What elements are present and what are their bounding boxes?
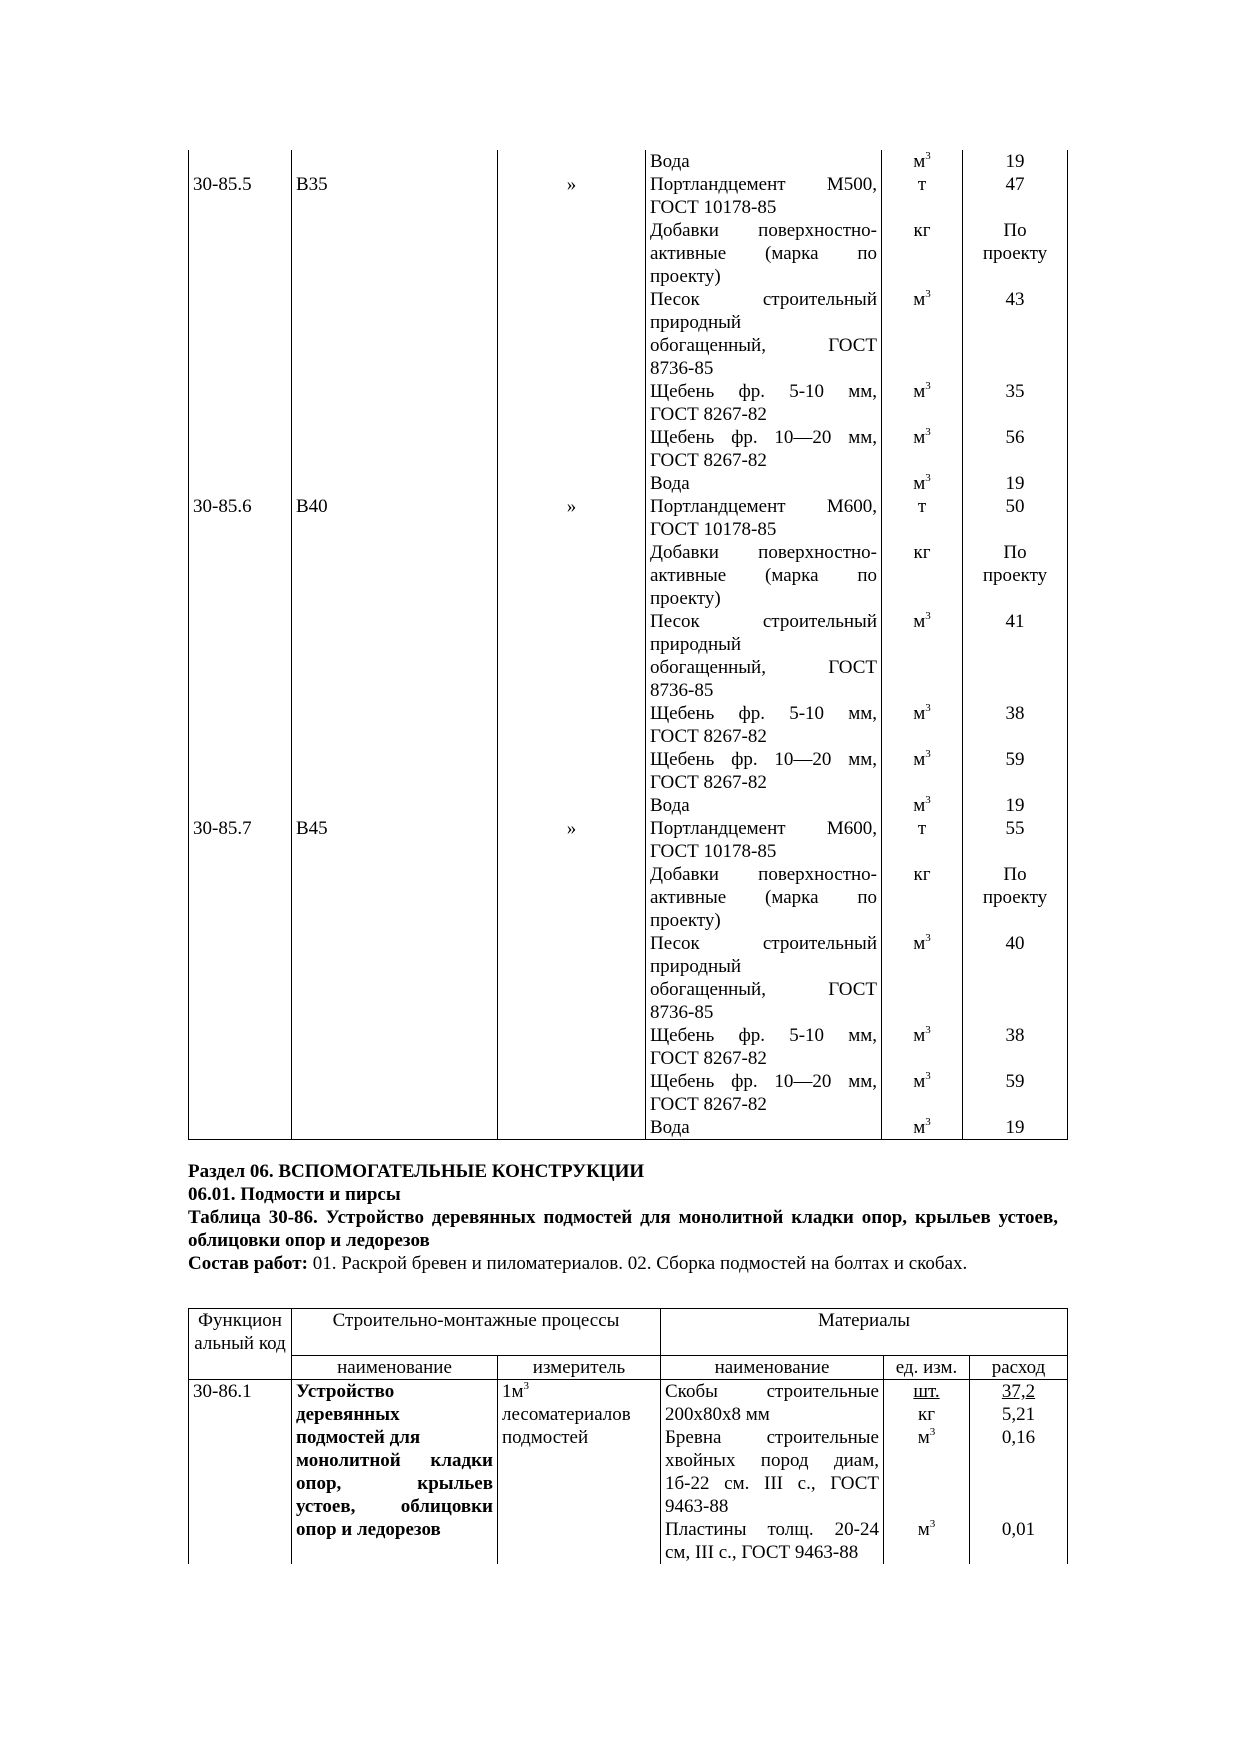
- header-measure: измеритель: [498, 1356, 661, 1380]
- material-line: ГОСТ 10178-85: [650, 841, 777, 862]
- table-row: [189, 426, 1068, 472]
- material-line: Добавки поверхностно-: [650, 542, 877, 563]
- cell-material: [646, 541, 882, 610]
- cell-material: [646, 817, 882, 863]
- unit-value: шт.: [913, 1381, 940, 1402]
- material-line: Песок строительный: [650, 289, 877, 310]
- cell-class: [292, 380, 498, 426]
- subsection-title: 06.01. Подмости и пирсы: [188, 1184, 401, 1205]
- qty-line: 37,2: [1001, 1381, 1036, 1402]
- material-line: обогащенный, ГОСТ: [650, 335, 877, 356]
- cell-qty: 38: [963, 1024, 1068, 1070]
- cell-code: [189, 1070, 292, 1116]
- process-name-line: деревянных: [296, 1404, 400, 1425]
- cell-marker: [498, 932, 646, 1024]
- cell-class: [292, 794, 498, 817]
- cell-material: [646, 288, 882, 380]
- cell-code: [189, 748, 292, 794]
- cell-material: [646, 472, 882, 495]
- cell-unit: [882, 932, 963, 1024]
- cell-qty: 55: [963, 817, 1068, 863]
- material-line: активные (марка по: [650, 565, 877, 586]
- cell-unit: [882, 863, 963, 932]
- cell-unit: [882, 219, 963, 288]
- material-line: проекту): [650, 266, 721, 287]
- material-line: ГОСТ 10178-85: [650, 519, 777, 540]
- material-line: Щебень фр. 5-10 мм,: [650, 703, 877, 724]
- cell-material: [646, 495, 882, 541]
- cell-code: [189, 380, 292, 426]
- cell-marker: [498, 472, 646, 495]
- unit-value: $м^3$: [913, 472, 931, 494]
- material-line: ГОСТ 8267-82: [650, 450, 767, 471]
- cell-class: B40: [292, 495, 498, 541]
- table-row: [189, 288, 1068, 380]
- cell-class: [292, 1070, 498, 1116]
- material-line: Щебень фр. 10—20 мм,: [650, 749, 877, 770]
- cell-code: [189, 1024, 292, 1070]
- cell-unit: [882, 173, 963, 219]
- table-row: [189, 219, 1068, 288]
- cell-code: [189, 541, 292, 610]
- table-row: [189, 541, 1068, 610]
- cell-unit: [882, 380, 963, 426]
- cell-unit: [882, 1024, 963, 1070]
- qty-line: [974, 1495, 1063, 1518]
- cell-marker: [498, 288, 646, 380]
- cell-qty: 47: [963, 173, 1068, 219]
- row-material-qty: [970, 1380, 1068, 1565]
- cell-code: [189, 610, 292, 702]
- material-qty-group: [974, 1426, 1063, 1518]
- cell-unit: [882, 288, 963, 380]
- unit-line: [888, 1472, 965, 1495]
- cell-material: [646, 794, 882, 817]
- material-line: обогащенный, ГОСТ: [650, 657, 877, 678]
- material-line: природный: [650, 634, 742, 655]
- material-qty-group: [974, 1380, 1063, 1426]
- unit-value: т: [917, 818, 927, 839]
- cell-code: [189, 702, 292, 748]
- cell-class: [292, 610, 498, 702]
- material-line: ГОСТ 8267-82: [650, 772, 767, 793]
- cell-code: [189, 219, 292, 288]
- process-name-line: опор и ледорезов: [296, 1519, 441, 1540]
- material-name-line: Бревна строительные: [665, 1427, 879, 1448]
- material-name-group: [665, 1380, 879, 1426]
- process-name-line: устоев, облицовки: [296, 1496, 493, 1517]
- cell-qty: 59: [963, 748, 1068, 794]
- cell-marker: [498, 1070, 646, 1116]
- material-line: ГОСТ 8267-82: [650, 404, 767, 425]
- cell-code: [189, 863, 292, 932]
- cell-marker: [498, 219, 646, 288]
- unit-value: кг: [913, 220, 931, 241]
- table-row: [189, 748, 1068, 794]
- material-qty-group: [974, 1518, 1063, 1564]
- material-line: ГОСТ 8267-82: [650, 1048, 767, 1069]
- material-line: Портландцемент М600,: [650, 496, 877, 517]
- material-line: Песок строительный: [650, 933, 877, 954]
- cell-class: B45: [292, 817, 498, 863]
- unit-value: $м^3$: [913, 1024, 931, 1046]
- material-unit-group: [888, 1380, 965, 1426]
- table-30-86: [188, 1308, 1068, 1564]
- works-label: Состав работ:: [188, 1253, 308, 1274]
- process-name-line: опор, крыльев: [296, 1473, 493, 1494]
- measure-line: подмостей: [502, 1427, 589, 1448]
- material-unit-group: [888, 1426, 965, 1518]
- cell-material: [646, 426, 882, 472]
- cell-unit: [882, 702, 963, 748]
- row-code: 30-86.1: [189, 1380, 292, 1565]
- cell-material: [646, 1116, 882, 1140]
- header-qty: расход: [970, 1356, 1068, 1380]
- cell-code: [189, 1116, 292, 1140]
- row-process-name: [292, 1380, 498, 1565]
- cell-class: [292, 541, 498, 610]
- measure-line: $1м^3$: [502, 1380, 530, 1402]
- cell-material: [646, 219, 882, 288]
- material-line: Портландцемент М600,: [650, 818, 877, 839]
- cell-class: [292, 863, 498, 932]
- cell-marker: [498, 610, 646, 702]
- qty-line: [974, 1541, 1063, 1564]
- process-name-line: монолитной кладки: [296, 1450, 493, 1471]
- material-line: активные (марка по: [650, 887, 877, 908]
- material-line: проекту): [650, 910, 721, 931]
- cell-marker: [498, 380, 646, 426]
- row-material-units: [884, 1380, 970, 1565]
- table-row: [189, 150, 1068, 173]
- cell-marker: [498, 748, 646, 794]
- header-func-code: Функцион альный код: [189, 1309, 292, 1380]
- cell-material: [646, 702, 882, 748]
- material-line: Портландцемент М500,: [650, 174, 877, 195]
- table-row: [189, 932, 1068, 1024]
- table-row: [189, 472, 1068, 495]
- cell-material: [646, 1070, 882, 1116]
- material-name-line: Пластины толщ. 20-24: [665, 1519, 879, 1540]
- cell-material: [646, 150, 882, 173]
- cell-unit: [882, 610, 963, 702]
- cell-code: [189, 472, 292, 495]
- cell-material: [646, 173, 882, 219]
- header-processes: Строительно-монтажные процессы: [292, 1309, 661, 1356]
- header-process-name: наименование: [292, 1356, 498, 1380]
- qty-line: 5,21: [1001, 1404, 1036, 1425]
- cell-code: [189, 150, 292, 173]
- cell-class: [292, 702, 498, 748]
- material-line: природный: [650, 956, 742, 977]
- cell-marker: [498, 794, 646, 817]
- unit-value: $м^3$: [913, 748, 931, 770]
- cell-class: [292, 426, 498, 472]
- process-name-line: Устройство: [296, 1381, 395, 1402]
- unit-line: [888, 1426, 965, 1449]
- table-row: [189, 173, 1068, 219]
- table-row: [189, 610, 1068, 702]
- material-name-line: хвойных пород диам,: [665, 1450, 879, 1471]
- cell-marker: [498, 1024, 646, 1070]
- row-material-names: [661, 1380, 884, 1565]
- unit-value: $м^3$: [913, 1070, 931, 1092]
- unit-line: [888, 1541, 965, 1564]
- material-name-line: 200x80x8 мм: [665, 1404, 770, 1425]
- material-line: обогащенный, ГОСТ: [650, 979, 877, 1000]
- table-row: [189, 794, 1068, 817]
- qty-line: [974, 1449, 1063, 1472]
- cell-unit: [882, 495, 963, 541]
- cell-qty: 50: [963, 495, 1068, 541]
- cell-marker: [498, 702, 646, 748]
- measure-line: лесоматериалов: [502, 1404, 631, 1425]
- cell-marker: [498, 1116, 646, 1140]
- header-unit: ед. изм.: [884, 1356, 970, 1380]
- unit-value: $м^3$: [913, 426, 931, 448]
- material-line: Вода: [650, 473, 690, 494]
- cell-qty: 59: [963, 1070, 1068, 1116]
- cell-class: [292, 219, 498, 288]
- unit-line: [888, 1518, 965, 1541]
- unit-value: кг: [917, 1404, 936, 1425]
- unit-line: [888, 1495, 965, 1518]
- cell-qty: 19: [963, 150, 1068, 173]
- unit-value: $м^3$: [913, 288, 931, 310]
- material-line: Щебень фр. 10—20 мм,: [650, 1071, 877, 1092]
- cell-material: [646, 610, 882, 702]
- material-line: проекту): [650, 588, 721, 609]
- unit-value: $м^3$: [913, 1116, 931, 1138]
- table-row: [189, 817, 1068, 863]
- table-row: [189, 380, 1068, 426]
- cell-unit: [882, 541, 963, 610]
- material-line: 8736-85: [650, 680, 714, 701]
- unit-line: [888, 1380, 965, 1403]
- works-composition: [188, 1253, 967, 1274]
- material-line: Вода: [650, 1117, 690, 1138]
- material-name-line: см, III с., ГОСТ 9463-88: [665, 1542, 859, 1563]
- cell-marker: »: [498, 817, 646, 863]
- cell-code: [189, 932, 292, 1024]
- cell-code: 30-85.7: [189, 817, 292, 863]
- cell-unit: [882, 817, 963, 863]
- cell-code: 30-85.5: [189, 173, 292, 219]
- cell-unit: [882, 794, 963, 817]
- material-line: Добавки поверхностно-: [650, 220, 877, 241]
- cell-material: [646, 1024, 882, 1070]
- cell-material: [646, 380, 882, 426]
- qty-line: проекту: [982, 243, 1048, 264]
- unit-value: $м^3$: [913, 380, 931, 402]
- cell-unit: [882, 472, 963, 495]
- material-line: ГОСТ 8267-82: [650, 1094, 767, 1115]
- unit-value: $м^3$: [913, 794, 931, 816]
- cell-marker: [498, 863, 646, 932]
- material-line: 8736-85: [650, 1002, 714, 1023]
- material-line: ГОСТ 10178-85: [650, 197, 777, 218]
- material-line: ГОСТ 8267-82: [650, 726, 767, 747]
- cell-qty: 38: [963, 702, 1068, 748]
- material-line: Вода: [650, 795, 690, 816]
- cell-class: [292, 1116, 498, 1140]
- section-heading-block: [188, 1160, 1058, 1275]
- cell-code: [189, 288, 292, 380]
- table-row: [189, 702, 1068, 748]
- table-row: [189, 1116, 1068, 1140]
- section-title: Раздел 06. ВСПОМОГАТЕЛЬНЫЕ КОНСТРУКЦИИ: [188, 1161, 645, 1182]
- material-name-group: [665, 1518, 879, 1564]
- unit-value: т: [917, 174, 927, 195]
- cell-class: [292, 748, 498, 794]
- material-line: природный: [650, 312, 742, 333]
- cell-class: [292, 472, 498, 495]
- unit-line: [888, 1449, 965, 1472]
- qty-line: 0,01: [1001, 1519, 1036, 1540]
- cell-class: [292, 1024, 498, 1070]
- cell-unit: [882, 426, 963, 472]
- material-line: активные (марка по: [650, 243, 877, 264]
- cell-material: [646, 863, 882, 932]
- cell-marker: [498, 150, 646, 173]
- unit-value: $м^3$: [917, 1426, 936, 1448]
- cell-qty: [963, 219, 1068, 288]
- table-row: [189, 495, 1068, 541]
- material-line: Щебень фр. 10—20 мм,: [650, 427, 877, 448]
- qty-line: По: [1003, 864, 1027, 885]
- unit-value: $м^3$: [913, 150, 931, 172]
- material-line: Щебень фр. 5-10 мм,: [650, 381, 877, 402]
- cell-qty: 19: [963, 794, 1068, 817]
- material-unit-group: [888, 1518, 965, 1564]
- unit-value: кг: [913, 542, 931, 563]
- cell-unit: [882, 1070, 963, 1116]
- qty-line: проекту: [982, 887, 1048, 908]
- cell-marker: »: [498, 173, 646, 219]
- material-name-group: [665, 1426, 879, 1518]
- cell-qty: 19: [963, 472, 1068, 495]
- cell-code: [189, 426, 292, 472]
- works-text: 01. Раскрой бревен и пиломатериалов. 02. Сборка подмостей на болтах и скобах.: [307, 1253, 968, 1274]
- table-row: [189, 1070, 1068, 1116]
- material-line: Добавки поверхностно-: [650, 864, 877, 885]
- table-title: Таблица 30-86. Устройство деревянных подмостей для монолитной кладки опор, крыльев устоев, облицовки опор и ледорезов: [188, 1207, 1058, 1251]
- cell-class: B35: [292, 173, 498, 219]
- material-name-line: 1б-22 см. III с., ГОСТ: [665, 1473, 879, 1494]
- qty-line: проекту: [982, 565, 1048, 586]
- cell-unit: [882, 748, 963, 794]
- material-line: Вода: [650, 151, 690, 172]
- unit-value: $м^3$: [913, 702, 931, 724]
- cell-class: [292, 288, 498, 380]
- header-material-name: наименование: [661, 1356, 884, 1380]
- qty-line: По: [1003, 542, 1027, 563]
- cell-qty: 19: [963, 1116, 1068, 1140]
- unit-line: [888, 1403, 965, 1426]
- cell-unit: [882, 1116, 963, 1140]
- material-name-line: 9463-88: [665, 1496, 729, 1517]
- cell-qty: 35: [963, 380, 1068, 426]
- cell-qty: [963, 541, 1068, 610]
- cell-marker: [498, 426, 646, 472]
- unit-value: кг: [913, 864, 931, 885]
- cell-code: 30-85.6: [189, 495, 292, 541]
- cell-material: [646, 932, 882, 1024]
- qty-line: По: [1003, 220, 1027, 241]
- row-measure: [498, 1380, 661, 1565]
- process-name-line: подмостей для: [296, 1427, 421, 1448]
- material-name-line: Скобы строительные: [665, 1381, 879, 1402]
- qty-line: [974, 1472, 1063, 1495]
- qty-line: 0,16: [1001, 1427, 1036, 1448]
- materials-table-30-85: [188, 150, 1068, 1140]
- cell-marker: »: [498, 495, 646, 541]
- cell-qty: 56: [963, 426, 1068, 472]
- cell-class: [292, 932, 498, 1024]
- material-line: Песок строительный: [650, 611, 877, 632]
- table-row: [189, 863, 1068, 932]
- material-line: 8736-85: [650, 358, 714, 379]
- table-row: [189, 1024, 1068, 1070]
- header-materials: Материалы: [661, 1309, 1068, 1356]
- cell-qty: 41: [963, 610, 1068, 702]
- cell-qty: 40: [963, 932, 1068, 1024]
- material-line: Щебень фр. 5-10 мм,: [650, 1025, 877, 1046]
- unit-value: т: [917, 496, 927, 517]
- unit-value: $м^3$: [913, 610, 931, 632]
- cell-class: [292, 150, 498, 173]
- cell-unit: [882, 150, 963, 173]
- cell-code: [189, 794, 292, 817]
- cell-qty: 43: [963, 288, 1068, 380]
- unit-value: $м^3$: [913, 932, 931, 954]
- cell-marker: [498, 541, 646, 610]
- cell-material: [646, 748, 882, 794]
- unit-value: $м^3$: [917, 1518, 936, 1540]
- cell-qty: [963, 863, 1068, 932]
